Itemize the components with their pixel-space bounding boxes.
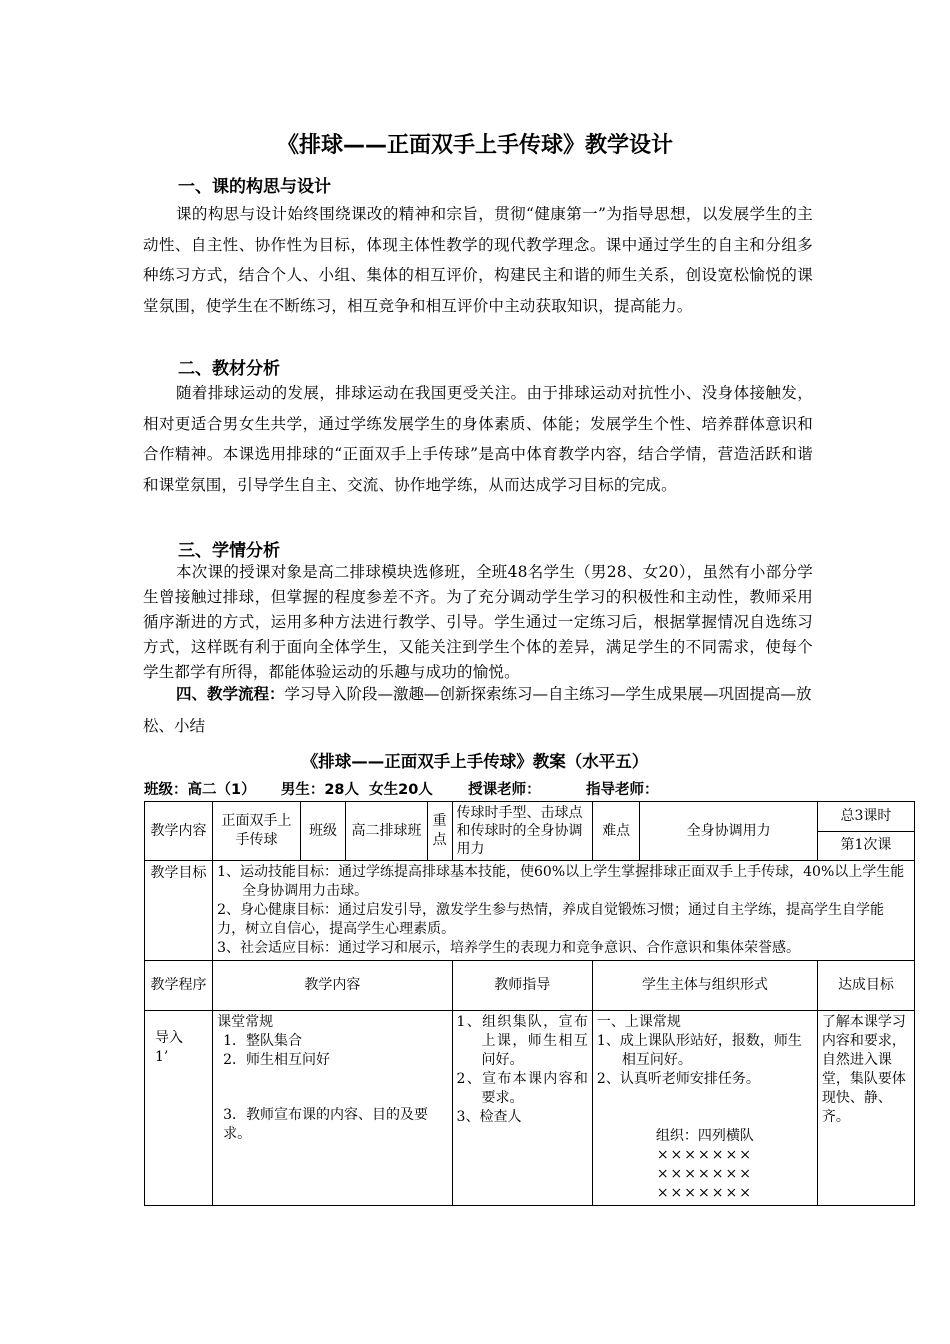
lesson-plan-title: 《排球——正面双手上手传球》教案（水平五）: [301, 752, 649, 771]
key-label: 重点: [427, 802, 452, 861]
formation-row: ×××××××: [656, 1185, 753, 1201]
document-title: 《排球——正面双手上手传球》教学设计: [276, 133, 673, 158]
header-content: 教学内容: [213, 961, 452, 1011]
header-target: 达成目标: [817, 961, 914, 1011]
class-label: 班级: [300, 802, 345, 861]
section-heading-1: 一、课的构思与设计: [178, 177, 331, 197]
intro-time: 1’: [155, 1049, 169, 1065]
class-value: 高二排球班: [346, 802, 428, 861]
key-value: 传球时手型、击球点和传球时的全身协调用力: [452, 802, 592, 861]
intro-content-item: 课堂常规: [217, 1014, 274, 1030]
header-teacher: 教师指导: [452, 961, 592, 1011]
formation-row: ×××××××: [656, 1147, 753, 1163]
formation-row: ×××××××: [656, 1166, 753, 1182]
intro-student-item: 1、成上课队形站好，报数，师生相互问好。: [596, 1033, 802, 1068]
total-lessons: 总3课时: [817, 802, 914, 832]
section-heading-2: 二、教材分析: [178, 359, 280, 379]
intro-student-item: 一、上课常规: [596, 1014, 681, 1030]
section-heading-4: 四、教学流程：: [176, 685, 285, 703]
section-text-1: 课的构思与设计始终围绕课改的精神和宗旨，贯彻“健康第一”为指导思想，以发展学生的主动性、自主性、协作性为目标，体现主体性教学的现代教学理念。课中通过学生的自主和分组多种练习方式，结合个人、小组、集体的相互评价，构建民主和谐的师生关系，创设宽松愉悦的课堂氛围，使学生在不断练习，相互竞争和相互评价中主动获取知识，提高能力。: [143, 205, 813, 315]
goal-item: 3、社会适应目标：通过学习和展示，培养学生的表现力和竞争意识、合作意识和集体荣誉感。: [217, 940, 801, 956]
intro-student-item: 2、认真听老师安排任务。: [596, 1071, 760, 1087]
difficulty-label: 难点: [592, 802, 639, 861]
intro-target: 了解本课学习内容和要求，自然进入课堂，集队要体现快、静、齐。: [817, 1011, 914, 1206]
content-value: 正面双手上手传球: [213, 802, 301, 861]
header-student: 学生主体与组织形式: [592, 961, 817, 1011]
section-4: [143, 678, 813, 742]
lesson-plan-table: [144, 801, 915, 1206]
goals-content: [213, 861, 915, 961]
intro-student: [592, 1011, 817, 1206]
intro-teacher-item: 2、宣布本课内容和要求。: [456, 1071, 588, 1106]
intro-teacher: [452, 1011, 592, 1206]
goals-label: 教学目标: [145, 861, 213, 961]
intro-content-item: 2．师生相互问好: [223, 1052, 331, 1068]
section-text-2: 随着排球运动的发展，排球运动在我国更受关注。由于排球运动对抗性小、没身体接触发，相对更适合男女生共学，通过学练发展学生的身体素质、体能；发展学生个性、培养群体意识和合作精神。本课选用排球的“正面双手上手传球”是高中体育教学内容，结合学情，营造活跃和谐和课堂氛围，引导学生自主、交流、协作地学练，从而达成学习目标的完成。: [143, 384, 813, 494]
intro-content-item: 1．整队集合: [223, 1033, 303, 1049]
intro-teacher-item: 3、检查人: [456, 1109, 522, 1125]
intro-content-item: 3．教师宣布课的内容、目的及要求。: [223, 1107, 429, 1142]
intro-content: [213, 1011, 452, 1206]
section-text-3: 本次课的授课对象是高二排球模块选修班，全班48名学生（男28、女20），虽然有小部分学生曾接触过排球，但掌握的程度参差不齐。为了充分调动学生学习的积极性和主动性，教师采用循序渐进的方式，运用多种方法进行教学、引导。学生通过一定练习后，根据掌握情况自选练习方式，这样既有利于面向全体学生，又能关注到学生个体的差异，满足学生的不同需求，使每个学生都学有所得，都能体验运动的乐趣与成功的愉悦。: [143, 563, 813, 681]
organization-label: 组织：四列横队: [655, 1128, 754, 1144]
section-text-4: 学习导入阶段—激趣—创新探索练习—自主练习—学生成果展—巩固提高—放松、小结: [143, 685, 812, 735]
intro-stage-name: 导入: [155, 1030, 183, 1046]
section-heading-3: 三、学情分析: [178, 541, 280, 561]
lesson-number: 第1次课: [817, 831, 914, 861]
header-procedure: 教学程序: [145, 961, 213, 1011]
goal-item: 2、身心健康目标：通过启发引导，激发学生参与热情，养成自觉锻炼习惯；通过自主学练，提高学生自学能力，树立自信心，提高学生心理素质。: [217, 902, 885, 937]
intro-stage: [145, 1011, 213, 1206]
intro-teacher-item: 1、组织集队，宣布上课，师生相互问好。: [456, 1014, 588, 1068]
class-info-line: 班级：高二（1） 男生：28人 女生20人 授课老师： 指导老师：: [144, 782, 659, 798]
difficulty-value: 全身协调用力: [640, 802, 818, 861]
goal-item: 1、运动技能目标：通过学练提高排球基本技能，使60%以上学生掌握排球正面双手上手传球，40%以上学生能全身协调用力击球。: [217, 864, 905, 899]
content-label: 教学内容: [145, 802, 213, 861]
